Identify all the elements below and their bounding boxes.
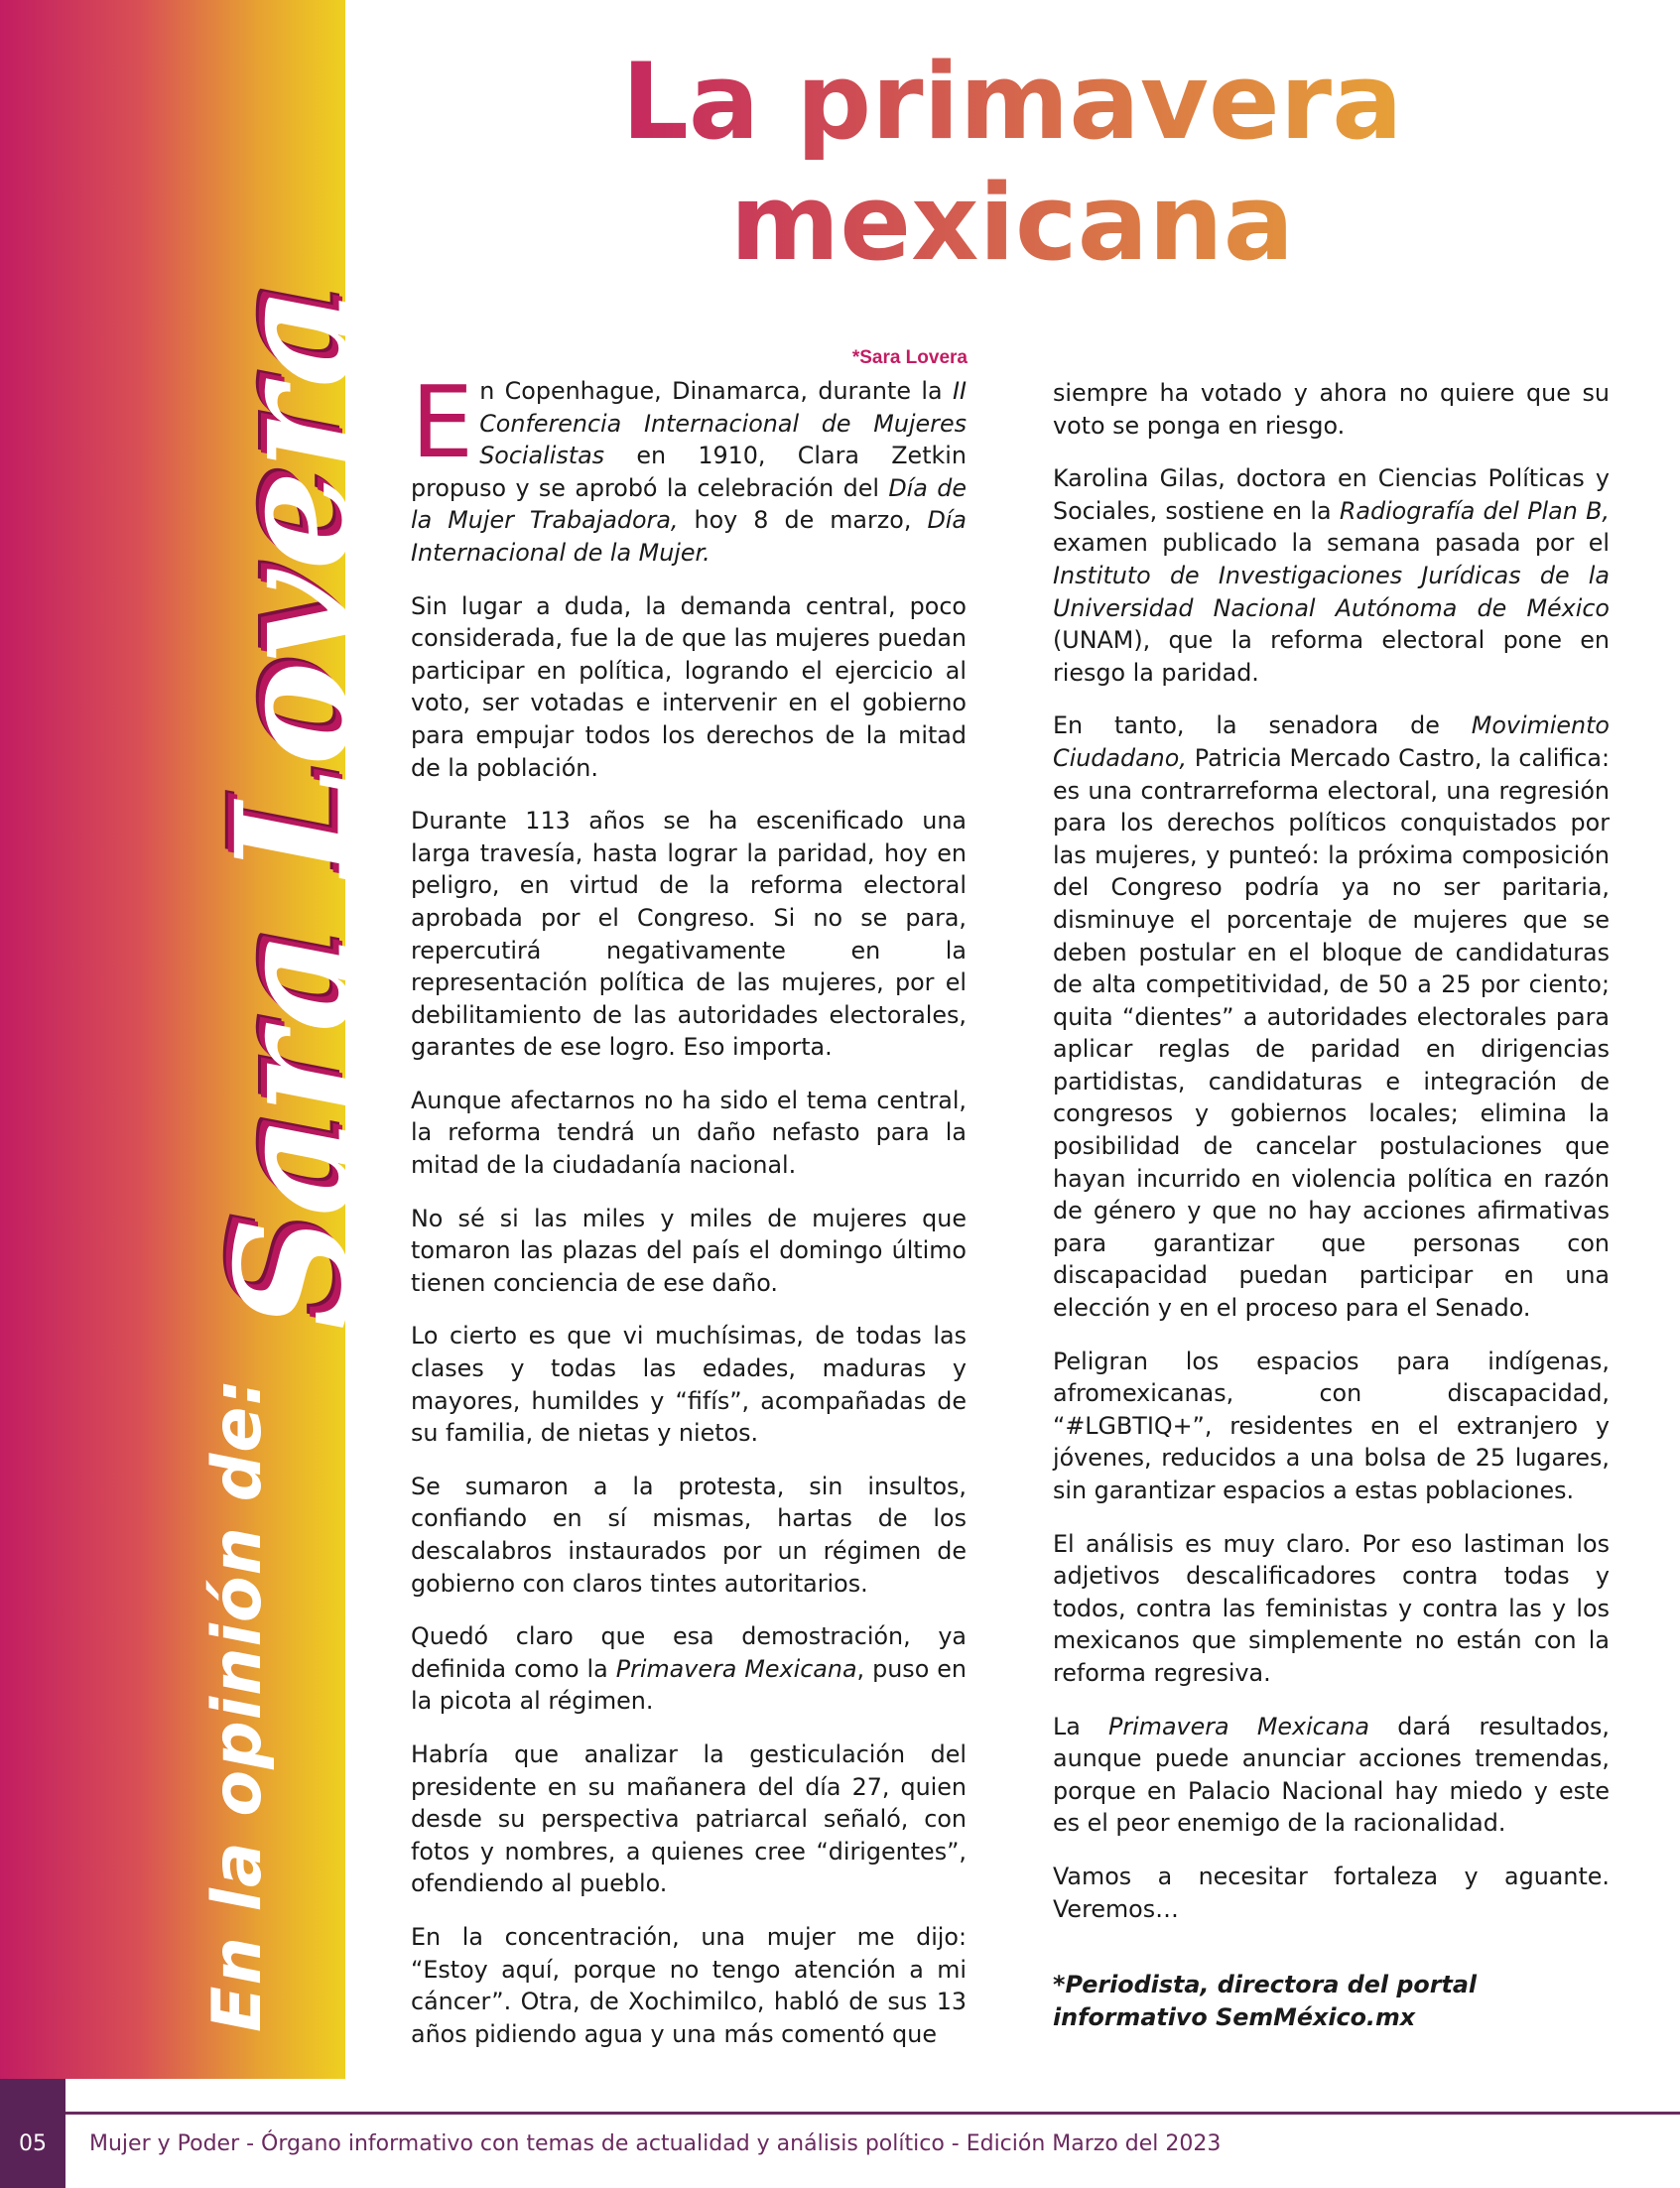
paragraph	[411, 1620, 967, 1718]
italic-run: Día de la Mujer Trabajadora,	[411, 473, 967, 535]
author-signature: *Periodista, directora del portal informativo SemMéxico.mx	[1053, 1971, 1478, 2031]
title-line-2: mexicana	[729, 162, 1295, 284]
italic-run: II Conferencia Internacional de Mujeres Socialistas	[479, 377, 967, 470]
author-name-banner: Sara Lovera	[202, 286, 386, 1330]
title-line-1: La primavera	[621, 41, 1403, 163]
paragraph: siempre ha votado y ahora no quiere que su voto se ponga en riesgo.	[1053, 379, 1610, 440]
text-run: Quedó claro que esa demostración, ya definida como la	[411, 1622, 967, 1683]
footer-caption: Mujer y Poder - Órgano informativo con temas de actualidad y análisis político - Edición Marzo del 2023	[89, 2131, 1222, 2156]
italic-run: Primavera Mexicana	[615, 1654, 857, 1683]
paragraph	[1053, 709, 1610, 1324]
paragraph: Vamos a necesitar fortaleza y aguante. Veremos…	[1053, 1862, 1610, 1923]
paragraph: Se sumaron a la protesta, sin insultos, confiando en sí mismas, hartas de los descalabros instaurados por un régimen de gobierno con claros tintes autoritarios.	[411, 1472, 967, 1598]
italic-run: Primavera Mexicana	[1108, 1712, 1370, 1740]
paragraph: Habría que analizar la gesticulación del presidente en su mañanera del día 27, quien desde su perspectiva patriarcal señaló, con fotos y nombres, a quienes cree “dirigentes”, ofendiendo al pueblo.	[411, 1739, 967, 1898]
text-run: Karolina Gilas, doctora en Ciencias Políticas y Sociales, sostiene en la	[1053, 464, 1610, 525]
article-column-2	[1053, 377, 1610, 2054]
text-run: examen publicado la semana pasada por el	[1053, 529, 1610, 558]
paragraph: Sin lugar a duda, la demanda central, poco considerada, fue la de que las mujeres puedan participar en política, logrando el ejercicio al voto, ser votadas e intervenir en el gobierno para empujar todos los derechos de la mitad de la población.	[411, 591, 967, 782]
opinion-label: En la opinión de:	[198, 1377, 277, 2032]
paragraph: Aunque afectarnos no ha sido el tema central, la reforma tendrá un daño nefasto para la mitad de la ciudadanía nacional.	[411, 1086, 967, 1180]
paragraph	[1053, 1711, 1610, 1840]
text-run: hoy 8 de marzo,	[678, 506, 928, 535]
paragraph: El análisis es muy claro. Por eso lastiman los adjetivos descalificadores contra todas y todos, contra las feministas y contra las y los mexicanos que simplemente no están con la reforma regresiva.	[1053, 1529, 1610, 1687]
paragraph: En la concentración, una mujer me dijo: “Estoy aquí, porque no tengo atención a mi cáncer”. Otra, de Xochimilco, habló de sus 13 años pidiendo agua y una más comentó que	[411, 1922, 967, 2048]
text-run: dará resultados, aunque puede anunciar acciones tremendas, porque en Palacio Nacional hay miedo y este es el peor enemigo de la racionalidad.	[1053, 1712, 1610, 1838]
article-title	[377, 42, 1647, 284]
paragraph: Peligran los espacios para indígenas, afromexicanas, con discapacidad, “#LGBTIQ+”, residentes en el extranjero y jóvenes, reducidos a una bolsa de 25 lugares, sin garantizar espacios a estas poblaciones.	[1053, 1347, 1610, 1504]
text-run: (UNAM), que la reforma electoral pone en riesgo la paridad.	[1053, 626, 1610, 687]
italic-run: Radiografía del Plan B,	[1339, 496, 1610, 525]
paragraph: Durante 113 años se ha escenificado una larga travesía, hasta lograr la paridad, hoy en peligro, en virtud de la reforma electoral aprobada por el Congreso. Si no se para, repercutirá negativamente en la representación política de las mujeres, por el debilitamiento de las autoridades electorales, garantes de ese logro. Eso importa.	[411, 807, 967, 1062]
paragraph	[1053, 462, 1610, 689]
text-run: La	[1053, 1712, 1109, 1740]
paragraph	[411, 364, 967, 570]
byline: *Sara Lovera	[851, 347, 968, 368]
paragraph: Lo cierto es que vi muchísimas, de todas las clases y todas las edades, maduras y mayores, humildes y “fifís”, acompañadas de su familia, de nietas y nietos.	[411, 1322, 967, 1448]
article-column-1	[411, 364, 967, 2071]
italic-run: Instituto de Investigaciones Jurídicas de la Universidad Nacional Autónoma de México	[1053, 561, 1610, 622]
text-run: , puso en la picota al régimen.	[411, 1654, 967, 1716]
drop-cap: E	[411, 364, 474, 480]
italic-run: Día Internacional de la Mujer.	[411, 506, 967, 567]
footer-divider	[0, 2112, 1680, 2115]
page-number: 05	[19, 2131, 47, 2156]
italic-run: Movimiento Ciudadano,	[1053, 711, 1610, 772]
paragraph: No sé si las miles y miles de mujeres que tomaron las plazas del país el domingo último tienen conciencia de ese daño.	[411, 1204, 967, 1297]
text-run: n Copenhague, Dinamarca, durante la	[479, 377, 953, 405]
text-run: Patricia Mercado Castro, la califica: es una contrarreforma electoral, una regresión para los derechos políticos conquistados por las mujeres, y punteó: la próxima composición del Congreso podría ya no ser paritaria, disminuye el porcentaje de mujeres que se deben postular en el bloque de candidaturas de alta competitividad, de 50 a 25 por ciento; quita “dientes” a autoridades electorales para aplicar reglas de paridad en dirigencias partidistas, candidaturas e integración de congresos y gobiernos locales; elimina la posibilidad de cancelar postulaciones que hayan incurrido en violencia política en razón de género y que no hay acciones afirmativas para garantizar que personas con discapacidad puedan participar en una elección y en el proceso para el Senado.	[1053, 743, 1610, 1323]
text-run: En tanto, la senadora de	[1053, 711, 1472, 740]
text-run: en 1910, Clara Zetkin propuso y se aprobó la celebración del	[411, 442, 967, 502]
